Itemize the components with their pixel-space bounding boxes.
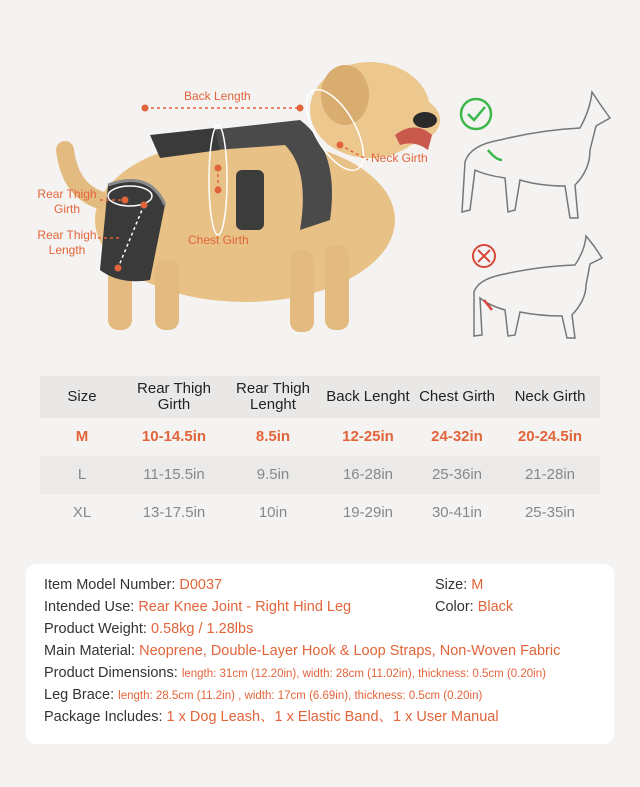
table-cell: 13-17.5in [142, 504, 206, 521]
spec-value: Black [477, 599, 514, 615]
spec-material [44, 642, 560, 660]
spec-label: Product Dimensions: [44, 665, 178, 681]
table-cell: 16-28in [342, 466, 394, 483]
spec-label: Color: [435, 599, 474, 615]
table-cell: 25-36in [431, 466, 483, 483]
spec-label: Main Material: [44, 643, 136, 659]
column-header: Rear Thigh Girth [137, 380, 211, 413]
dog-illustration [0, 0, 640, 365]
spec-color [435, 598, 513, 616]
chest-girth-label: Chest Girth [188, 233, 249, 247]
column-header: Back Lenght [326, 388, 410, 405]
table-row [40, 456, 600, 494]
table-cell: 8.5in [255, 428, 291, 445]
product-spec-card [26, 564, 614, 744]
table-cell: 24-32in [431, 428, 483, 445]
size-chart-table [40, 376, 600, 532]
spec-label: Package Includes: [44, 709, 163, 725]
table-cell: 21-28in [524, 466, 576, 483]
back-length-label: Back Length [184, 89, 251, 103]
table-cell: 9.5in [256, 466, 290, 483]
table-cell: L [77, 466, 87, 483]
spec-value: M [471, 577, 484, 593]
spec-value: length: 28.5cm (11.2in) , width: 17cm (6.69in), thickness: 0.5cm (0.20in) [118, 690, 483, 702]
neck-girth-label: Neck Girth [371, 151, 428, 165]
table-cell: 10in [258, 504, 288, 521]
spec-label: Leg Brace: [44, 687, 115, 703]
table-cell: 12-25in [342, 428, 394, 445]
table-row [40, 418, 600, 456]
spec-dimensions [44, 664, 546, 683]
spec-value: Rear Knee Joint - Right Hind Leg [138, 599, 352, 615]
spec-label: Item Model Number: [44, 577, 176, 593]
spec-value: 1 x Dog Leash、1 x Elastic Band、1 x User Manual [166, 709, 499, 725]
column-header: Chest Girth [419, 388, 495, 405]
spec-size [435, 576, 483, 594]
spec-value: 0.58kg / 1.28lbs [150, 621, 254, 637]
column-header: Size [67, 388, 97, 405]
column-header: Neck Girth [514, 388, 586, 405]
correct-fit-diagram [461, 92, 610, 218]
column-header: Rear Thigh Lenght [236, 380, 310, 413]
table-cell: 10-14.5in [141, 428, 207, 445]
spec-model [44, 576, 222, 594]
incorrect-fit-diagram [473, 236, 602, 338]
table-cell: M [75, 428, 89, 445]
spec-intended-use [44, 598, 351, 616]
rear-thigh-length-label: Rear Thigh Length [37, 228, 97, 257]
measurement-illustration [0, 0, 640, 365]
table-cell: 11-15.5in [143, 466, 205, 483]
spec-value: length: 31cm (12.20in), width: 28cm (11.02in), thickness: 0.5cm (0.20in) [181, 668, 546, 680]
check-icon [461, 99, 491, 129]
spec-value: Neoprene, Double-Layer Hook & Loop Straps, Non-Woven Fabric [139, 643, 561, 659]
spec-value: D0037 [179, 577, 223, 593]
table-row [40, 494, 600, 532]
table-cell: 30-41in [431, 504, 483, 521]
spec-weight [44, 620, 253, 638]
spec-leg-brace [44, 686, 482, 705]
table-cell: 19-29in [342, 504, 394, 521]
spec-label: Product Weight: [44, 621, 147, 637]
table-header-row [40, 376, 600, 418]
table-cell: XL [72, 504, 92, 521]
rear-thigh-girth-label: Rear Thigh Girth [37, 187, 97, 216]
spec-label: Intended Use: [44, 599, 135, 615]
spec-package [44, 708, 499, 726]
spec-label: Size: [435, 577, 468, 593]
table-cell: 25-35in [524, 504, 576, 521]
dog-photo [65, 62, 440, 332]
table-cell: 20-24.5in [517, 428, 583, 445]
